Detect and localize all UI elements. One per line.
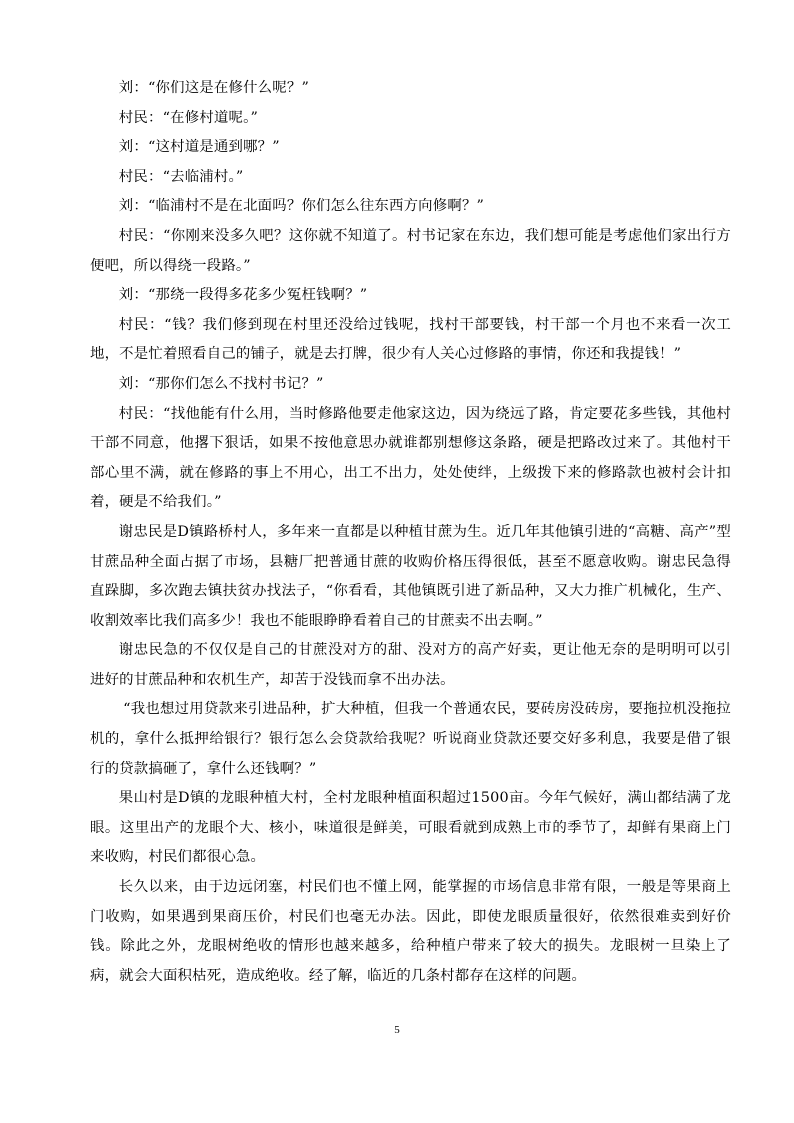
dialogue-line: 刘：“你们这是在修什么呢？” (118, 80, 309, 96)
body-paragraph: 谢忠民急的不仅仅是自己的甘蔗没对方的甜、没对方的高产好卖，更让他无奈的是明明可以引进好的甘蔗品种和农机生产，却苦于没钱而拿不出办法。 (90, 642, 731, 688)
body-paragraph: 谢忠民是D镇路桥村人，多年来一直都是以种植甘蔗为生。近几年其他镇引进的“高糖、高产”型甘蔗品种全面占据了市场，县糖厂把普通甘蔗的收购价格压得很低，甚至不愿意收购。谢忠民急得直跺脚，多次跑去镇扶贫办找法子，“你看看，其他镇既引进了新品种，又大力推广机械化，生产、收割效率比我们高多少！我也不能眼睁睁看着自己的甘蔗卖不出去啊。” (90, 523, 731, 629)
page-number: 5 (394, 1024, 400, 1036)
quote-paragraph: “我也想过用贷款来引进品种，扩大种植，但我一个普通农民，要砖房没砖房，要拖拉机没拖拉机的，拿什么抵押给银行？银行怎么会贷款给我呢？听说商业贷款还要交好多利息，我要是借了银行的贷款搞砸了，拿什么还钱啊？” (90, 701, 731, 777)
dialogue-line: 刘：“临浦村不是在北面吗？你们怎么往东西方向修啊？” (118, 198, 485, 215)
document-body (90, 74, 731, 991)
body-paragraph: 果山村是D镇的龙眼种植大村，全村龙眼种植面积超过1500亩。今年气候好，满山都结满了龙眼。这里出产的龙眼个大、核小，味道很是鲜美，可眼看就到成熟上市的季节了，却鲜有果商上门来收购，村民们都很心急。 (90, 790, 731, 866)
dialogue-line: 村民：“钱？我们修到现在村里还没给过钱呢，找村干部要钱，村干部一个月也不来看一次工地，不是忙着照看自己的铺子，就是去打牌，很少有人关心过修路的事情，你还和我提钱！” (90, 316, 731, 363)
dialogue-line: 村民：“你刚来没多久吧？这你就不知道了。村书记家在东边，我们想可能是考虑他们家出行方便吧，所以得绕一段路。” (90, 227, 731, 274)
dialogue-line: 刘：“这村道是通到哪？” (118, 139, 280, 156)
dialogue-line: 刘：“那你们怎么不找村书记？” (118, 375, 324, 392)
dialogue-line: 村民：“找他能有什么用，当时修路他要走他家这边，因为绕远了路，肯定要花多些钱，其他村干部不同意，他撂下狠话，如果不按他意思办就谁都别想修这条路，硬是把路改过来了。其他村干部心里不满，就在修路的事上不用心，出工不出力，处处使绊，上级拨下来的修路款也被村会计扣着，硬是不给我们。” (90, 405, 731, 511)
dialogue-line: 村民：“去临浦村。” (118, 168, 244, 185)
body-paragraph: 长久以来，由于边远闭塞，村民们也不懂上网，能掌握的市场信息非常有限，一般是等果商上门收购，如果遇到果商压价，村民们也毫无办法。因此，即使龙眼质量很好，依然很难卖到好价钱。除此之外，龙眼树绝收的情形也越来越多，给种植户带来了较大的损失。龙眼树一旦染上了病，就会大面积枯死，造成绝收。经了解，临近的几条村都存在这样的问题。 (90, 879, 731, 984)
dialogue-line: 刘：“那绕一段得多花多少冤枉钱啊？” (118, 287, 368, 304)
dialogue-line: 村民：“在修村道呢。” (118, 109, 259, 126)
